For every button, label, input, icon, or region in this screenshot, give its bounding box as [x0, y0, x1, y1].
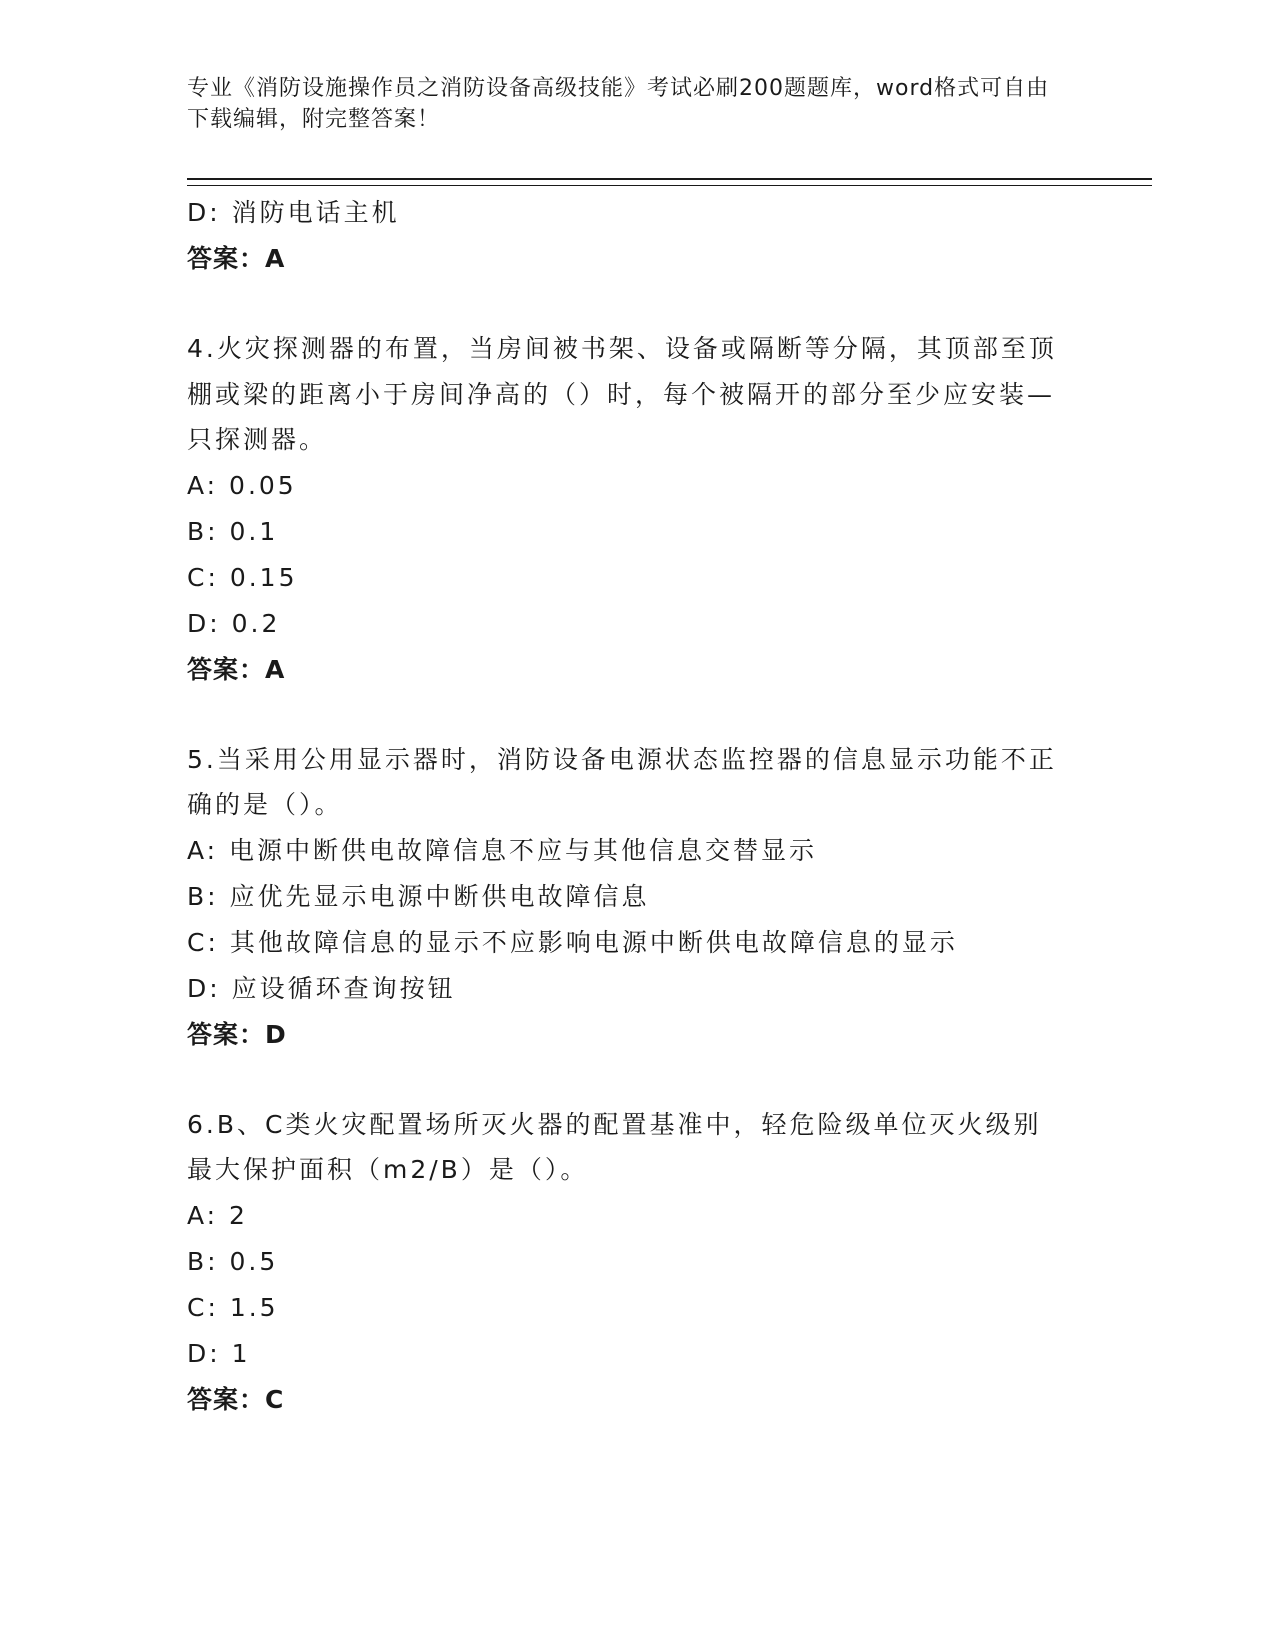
option-a: A: 2 [187, 1200, 248, 1230]
option-d: D: 应设循环查询按钮 [187, 973, 456, 1003]
option-c: C: 其他故障信息的显示不应影响电源中断供电故障信息的显示 [187, 927, 958, 957]
header-divider [187, 178, 1152, 186]
option-b: B: 0.1 [187, 516, 279, 546]
answer: 答案：D [187, 1019, 287, 1049]
option-d: D: 1 [187, 1338, 251, 1368]
option-c: C: 0.15 [187, 562, 298, 592]
question-stem: 5.当采用公用显示器时，消防设备电源状态监控器的信息显示功能不正确的是（）。 [187, 744, 1057, 819]
document-body [187, 190, 1067, 1423]
question-5 [187, 737, 1067, 1058]
answer: 答案：A [187, 654, 286, 684]
header-text: 专业《消防设施操作员之消防设备高级技能》考试必刷200题题库，word格式可自由下载编辑，附完整答案！ [187, 76, 1050, 132]
question-6 [187, 1102, 1067, 1423]
option-a: A: 电源中断供电故障信息不应与其他信息交替显示 [187, 835, 818, 865]
document-header [187, 73, 1067, 135]
answer: 答案：C [187, 1384, 285, 1414]
option-d: D: 0.2 [187, 608, 281, 638]
option-b: B: 0.5 [187, 1246, 279, 1276]
option-b: B: 应优先显示电源中断供电故障信息 [187, 881, 650, 911]
question-stem: 4.火灾探测器的布置，当房间被书架、设备或隔断等分隔，其顶部至顶棚或梁的距离小于房间净高的（）时，每个被隔开的部分至少应安装—只探测器。 [187, 334, 1057, 454]
question-4 [187, 326, 1067, 693]
option-c: C: 1.5 [187, 1292, 279, 1322]
carryover-answer: 答案：A [187, 244, 286, 273]
carryover-option-d: D: 消防电话主机 [187, 198, 400, 227]
question-stem: 6.B、C类火灾配置场所灭火器的配置基准中，轻危险级单位灭火级别最大保护面积（m2/B）是（）。 [187, 1109, 1042, 1184]
option-a: A: 0.05 [187, 470, 297, 500]
